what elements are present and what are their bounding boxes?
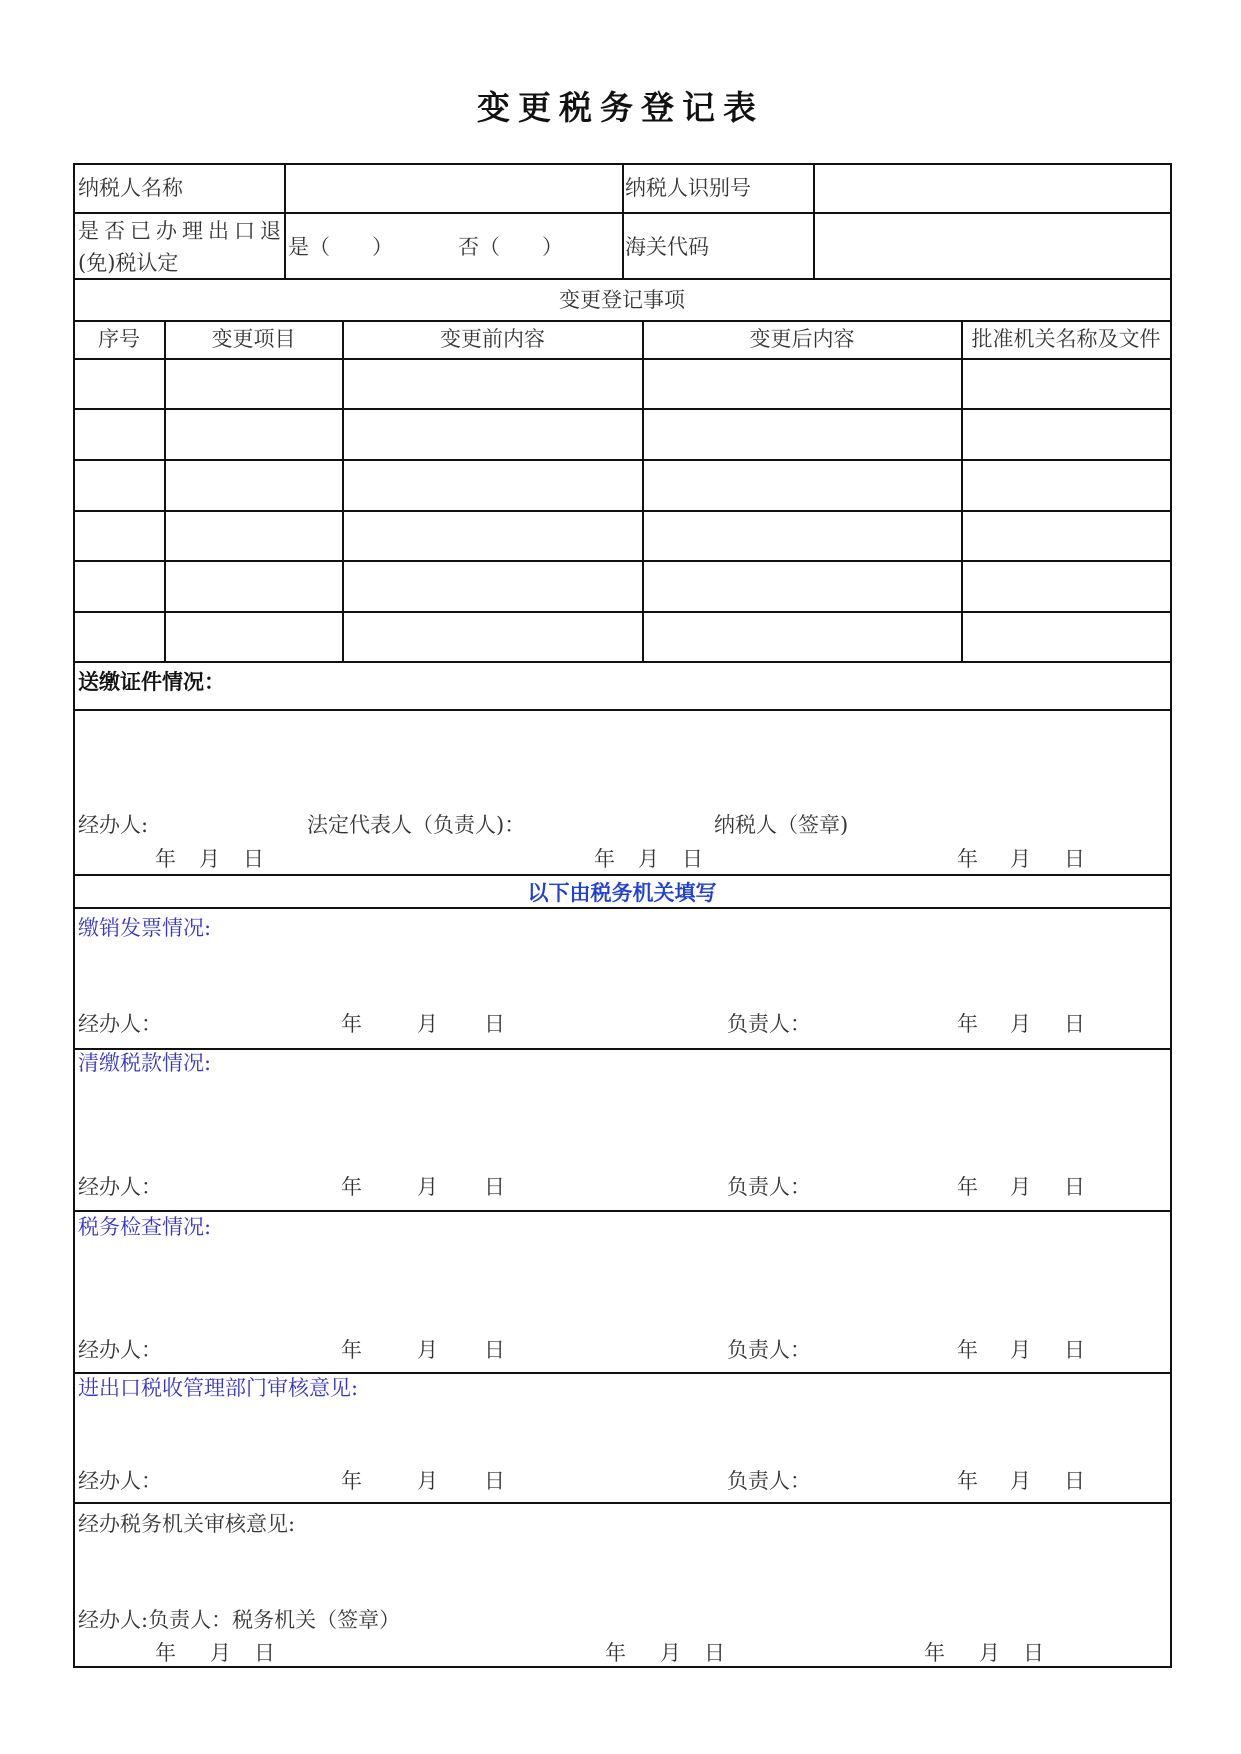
date-month: 月 xyxy=(199,847,220,871)
date-year: 年 xyxy=(341,1338,362,1362)
column-divider xyxy=(164,320,166,663)
tax-office-review-title: 经办税务机关审核意见: xyxy=(78,1512,296,1536)
docs-legal-rep-label: 法定代表人（负责人)： xyxy=(307,813,526,837)
tax-inspection-title: 税务检查情况: xyxy=(78,1215,212,1239)
tax-clearance-title: 清缴税款情况: xyxy=(78,1051,212,1075)
section-responsible-label: 负责人： xyxy=(727,1469,811,1493)
section-responsible-label: 负责人： xyxy=(727,1338,811,1362)
date-day: 日 xyxy=(704,1641,725,1665)
column-header-before: 变更前内容 xyxy=(440,327,545,351)
export-refund-no-option[interactable]: 否（ ） xyxy=(458,235,563,259)
date-month: 月 xyxy=(210,1641,231,1665)
row-divider xyxy=(74,1048,1172,1050)
table-border-bottom xyxy=(74,1666,1172,1668)
date-day: 日 xyxy=(1064,1469,1085,1493)
date-day: 日 xyxy=(1023,1641,1044,1665)
docs-taxpayer-seal-label: 纳税人（签章) xyxy=(714,813,849,837)
date-day: 日 xyxy=(484,1469,505,1493)
row-divider xyxy=(74,1210,1172,1212)
date-day: 日 xyxy=(682,847,703,871)
row-divider xyxy=(74,874,1172,876)
final-signers-label: 经办人:负责人：税务机关（签章） xyxy=(78,1608,401,1632)
date-day: 日 xyxy=(1064,1012,1085,1036)
date-month: 月 xyxy=(417,1338,438,1362)
row-divider xyxy=(74,408,1172,410)
table-border-left xyxy=(73,163,75,1668)
date-month: 月 xyxy=(979,1641,1000,1665)
date-day: 日 xyxy=(243,847,264,871)
date-day: 日 xyxy=(1064,1338,1085,1362)
docs-section-heading: 送缴证件情况： xyxy=(78,669,225,694)
column-header-seq: 序号 xyxy=(98,327,140,351)
section-handler-label: 经办人： xyxy=(78,1469,162,1493)
section-responsible-label: 负责人： xyxy=(727,1012,811,1036)
date-year: 年 xyxy=(605,1641,626,1665)
taxpayer-id-label: 纳税人识别号 xyxy=(625,176,751,200)
date-year: 年 xyxy=(957,1175,978,1199)
column-header-approval: 批准机关名称及文件 xyxy=(971,327,1161,351)
date-month: 月 xyxy=(660,1641,681,1665)
row-divider xyxy=(74,709,1172,711)
date-year: 年 xyxy=(155,1641,176,1665)
change-items-heading: 变更登记事项 xyxy=(559,288,685,312)
date-month: 月 xyxy=(638,847,659,871)
row-divider xyxy=(74,1502,1172,1504)
column-header-after: 变更后内容 xyxy=(749,327,855,351)
import-export-review-title: 进出口税收管理部门审核意见: xyxy=(78,1376,359,1400)
export-refund-yes-option[interactable]: 是（ ） xyxy=(288,235,393,259)
column-header-item: 变更项目 xyxy=(211,327,296,351)
row-divider xyxy=(74,1372,1172,1374)
date-year: 年 xyxy=(957,1469,978,1493)
table-border-right xyxy=(1170,163,1172,1668)
date-month: 月 xyxy=(417,1469,438,1493)
date-month: 月 xyxy=(417,1175,438,1199)
date-month: 月 xyxy=(1010,1338,1031,1362)
row-divider xyxy=(74,510,1172,512)
date-month: 月 xyxy=(1010,847,1031,871)
date-day: 日 xyxy=(484,1175,505,1199)
export-refund-label-2: (免)税认定 xyxy=(78,251,179,275)
date-year: 年 xyxy=(594,847,615,871)
column-divider xyxy=(813,163,815,280)
form-title: 变更税务登记表 xyxy=(477,88,764,127)
column-divider xyxy=(622,163,624,280)
row-divider xyxy=(74,661,1172,663)
date-year: 年 xyxy=(957,847,978,871)
date-month: 月 xyxy=(1010,1175,1031,1199)
date-month: 月 xyxy=(417,1012,438,1036)
tax-office-banner: 以下由税务机关填写 xyxy=(527,880,717,905)
date-month: 月 xyxy=(1010,1012,1031,1036)
date-year: 年 xyxy=(341,1175,362,1199)
date-day: 日 xyxy=(254,1641,275,1665)
date-day: 日 xyxy=(1064,1175,1085,1199)
date-year: 年 xyxy=(957,1012,978,1036)
export-refund-label: 是否已办理出口退 xyxy=(78,219,286,243)
date-day: 日 xyxy=(484,1338,505,1362)
row-divider xyxy=(74,358,1172,360)
row-divider xyxy=(74,459,1172,461)
date-year: 年 xyxy=(341,1469,362,1493)
docs-handler-label: 经办人: xyxy=(78,813,149,837)
customs-code-label: 海关代码 xyxy=(625,235,709,259)
date-year: 年 xyxy=(155,847,176,871)
date-day: 日 xyxy=(1064,847,1085,871)
date-day: 日 xyxy=(484,1012,505,1036)
row-divider xyxy=(74,560,1172,562)
date-year: 年 xyxy=(924,1641,945,1665)
date-year: 年 xyxy=(957,1338,978,1362)
row-divider xyxy=(74,611,1172,613)
column-divider xyxy=(342,320,344,663)
date-month: 月 xyxy=(1010,1469,1031,1493)
row-divider xyxy=(74,320,1172,322)
column-divider xyxy=(642,320,644,663)
date-year: 年 xyxy=(341,1012,362,1036)
section-handler-label: 经办人： xyxy=(78,1012,162,1036)
section-handler-label: 经办人： xyxy=(78,1175,162,1199)
row-divider xyxy=(74,907,1172,909)
section-responsible-label: 负责人： xyxy=(727,1175,811,1199)
taxpayer-name-label: 纳税人名称 xyxy=(78,176,183,200)
section-handler-label: 经办人： xyxy=(78,1338,162,1362)
column-divider xyxy=(961,320,963,663)
invoice-cancellation-title: 缴销发票情况: xyxy=(78,916,212,940)
